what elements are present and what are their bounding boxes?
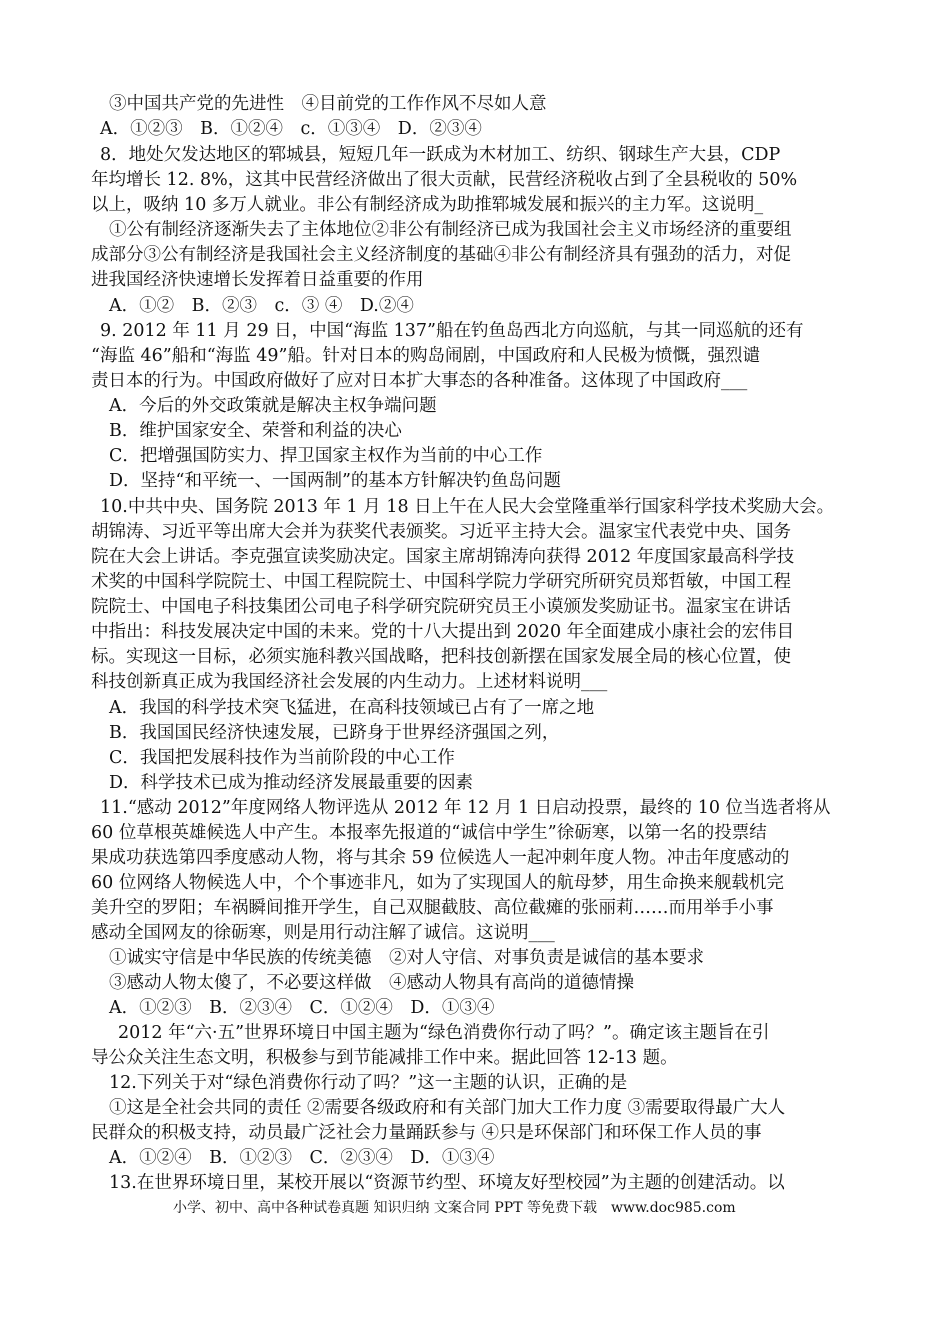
option-d: D．坚持“和平统一、一国两制”的基本方针解决钓鱼岛问题: [109, 471, 561, 491]
text-line: ①公有制经济逐渐失去了主体地位②非公有制经济已成为我国社会主义市场经济的重要组: [109, 220, 792, 240]
text-line: 进我国经济快速增长发挥着日益重要的作用: [91, 270, 424, 290]
text-line: 果成功获选第四季度感动人物，将与其余 59 位候选人一起冲刺年度人物。冲击年度感动的: [91, 848, 790, 868]
answer-options: A．①②③ B．②③④ C．①②④ D．①③④: [109, 998, 495, 1018]
option-a: A．今后的外交政策就是解决主权争端问题: [109, 396, 437, 416]
text-line: ①诚实守信是中华民族的传统美德 ②对人守信、对事负责是诚信的基本要求: [109, 948, 704, 968]
text-line: 民群众的积极支持，动员最广泛社会力量踊跃参与 ④只是环保部门和环保工作人员的事: [91, 1123, 762, 1143]
context-12-13: 2012 年“六·五”世界环境日中国主题为“绿色消费你行动了吗？”。确定该主题旨在引: [118, 1023, 770, 1043]
text-line: 60 位网络人物候选人中，个个事迹非凡，如为了实现国人的航母梦，用生命换来舰载机完: [91, 873, 784, 893]
question-13: 13.在世界环境日里，某校开展以“资源节约型、环境友好型校园”为主题的创建活动。以: [109, 1173, 785, 1193]
option-d: D．科学技术已成为推动经济发展最重要的因素: [109, 773, 474, 793]
text-line: 术奖的中国科学院院士、中国工程院院士、中国科学院力学研究所研究员郑哲敏，中国工程: [91, 572, 791, 592]
text-line: ③中国共产党的先进性 ④目前党的工作作风不尽如人意: [109, 94, 547, 114]
question-10: 10.中共中央、国务院 2013 年 1 月 18 日上午在人民大会堂隆重举行国家科学技术奖励大会。: [100, 497, 835, 517]
answer-options: A．①②③ B．①②④ c．①③④ D．②③④: [100, 119, 482, 139]
text-line: 标。实现这一目标，必须实施科教兴国战略，把科技创新摆在国家发展全局的核心位置，使: [91, 647, 791, 667]
answer-options: A．①②④ B．①②③ C．②③④ D．①③④: [109, 1148, 495, 1168]
text-line: 成部分③公有制经济是我国社会主义经济制度的基础④非公有制经济具有强劲的活力，对促: [91, 245, 791, 265]
question-12: 12.下列关于对“绿色消费你行动了吗？”这一主题的认识，正确的是: [109, 1073, 628, 1093]
question-11: 11.“感动 2012”年度网络人物评选从 2012 年 12 月 1 日启动投票，最终的 10 位当选者将从: [100, 798, 831, 818]
text-line: 感动全国网友的徐砺寒，则是用行动注解了诚信。这说明___: [91, 923, 555, 943]
text-line: 胡锦涛、习近平等出席大会并为获奖代表颁奖。习近平主持大会。温家宝代表党中央、国务: [91, 522, 791, 542]
option-b: B．维护国家安全、荣誉和利益的决心: [109, 421, 402, 441]
text-line: 导公众关注生态文明，积极参与到节能减排工作中来。据此回答 12-13 题。: [91, 1048, 678, 1068]
text-line: ①这是全社会共同的责任 ②需要各级政府和有关部门加大工作力度 ③需要取得最广大人: [109, 1098, 786, 1118]
text-line: 60 位草根英雄候选人中产生。本报率先报道的“诚信中学生”徐砺寒，以第一名的投票结: [91, 823, 767, 843]
text-line: 年均增长 12. 8%，这其中民营经济做出了很大贡献，民营经济税收占到了全县税收的 50%: [91, 170, 798, 190]
text-line: “海监 46”船和“海监 49”船。针对日本的购岛闹剧，中国政府和人民极为愤慨，强烈谴: [91, 346, 760, 366]
option-a: A．我国的科学技术突飞猛进，在高科技领域已占有了一席之地: [109, 698, 595, 718]
option-c: C．把增强国防实力、捍卫国家主权作为当前的中心工作: [109, 446, 543, 466]
text-line: 院院士、中国电子科技集团公司电子科学研究院研究员王小谟颁发奖励证书。温家宝在讲话: [91, 597, 791, 617]
text-line: 美升空的罗阳；车祸瞬间推开学生，自己双腿截肢、高位截瘫的张丽莉……而用举手小事: [91, 898, 774, 918]
answer-options: A．①② B．②③ c．③ ④ D.②④: [109, 296, 414, 316]
option-c: C．我国把发展科技作为当前阶段的中心工作: [109, 748, 455, 768]
text-line: 中指出：科技发展决定中国的未来。党的十八大提出到 2020 年全面建成小康社会的宏伟目: [91, 622, 795, 642]
text-line: 责日本的行为。中国政府做好了应对日本扩大事态的各种准备。这体现了中国政府___: [91, 371, 748, 391]
text-line: 科技创新真正成为我国经济社会发展的内生动力。上述材料说明___: [91, 672, 608, 692]
option-b: B．我国国民经济快速发展，已跻身于世界经济强国之列，: [109, 723, 560, 743]
text-line: 以上，吸纳 10 多万人就业。非公有制经济成为助推郓城发展和振兴的主力军。这说明_: [91, 195, 764, 215]
page-footer: 小学、初中、高中各种试卷真题 知识归纳 文案合同 PPT 等免费下载 www.doc985.com: [173, 1200, 736, 1216]
text-line: ③感动人物太傻了，不必要这样做 ④感动人物具有高尚的道德情操: [109, 973, 634, 993]
text-line: 院在大会上讲话。李克强宣读奖励决定。国家主席胡锦涛向获得 2012 年度国家最高科学技: [91, 547, 795, 567]
question-8: 8．地处欠发达地区的郓城县，短短几年一跃成为木材加工、纺织、钢球生产大县，CDP: [100, 145, 781, 165]
question-9: 9. 2012 年 11 月 29 日，中国“海监 137”船在钓鱼岛西北方向巡航，与其一同巡航的还有: [100, 321, 804, 341]
